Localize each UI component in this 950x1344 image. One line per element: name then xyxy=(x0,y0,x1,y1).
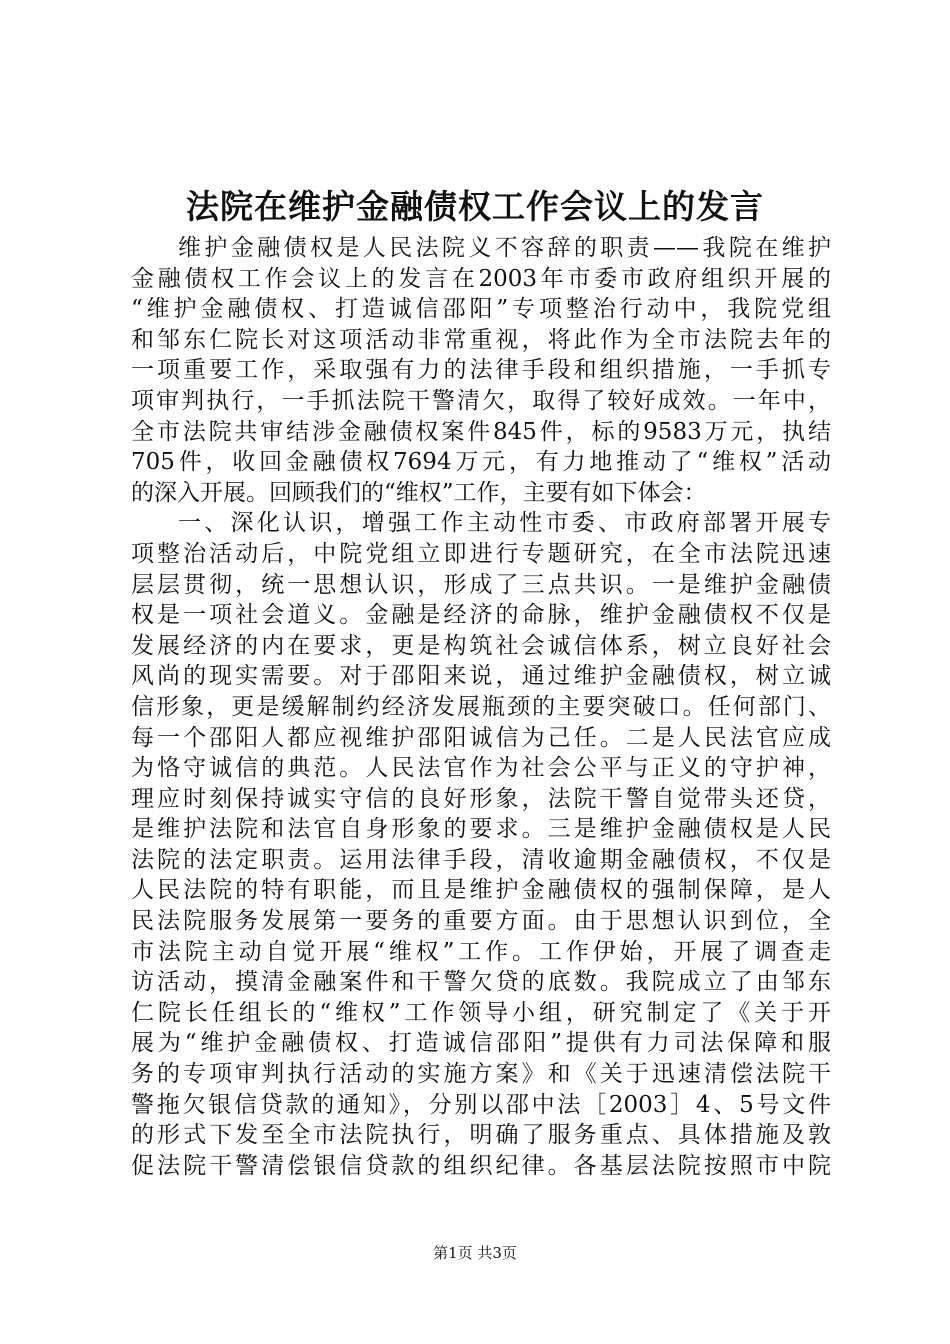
paragraph-line: 促法院干警清偿银信贷款的组织纪律。各基层法院按照市中院 xyxy=(131,1152,831,1179)
paragraph-line: 发展经济的内在要求，更是构筑社会诚信体系，树立良好社会 xyxy=(131,632,831,659)
paragraph-line: 的深入开展。回顾我们的“维权”工作，主要有如下体会： xyxy=(131,479,707,506)
page-number-footer: 第1页 共3页 xyxy=(433,1244,517,1262)
paragraph-line: 每一个邵阳人都应视维护邵阳诚信为己任。二是人民法官应成 xyxy=(131,724,831,751)
paragraph-line: 访活动，摸清金融案件和干警欠贷的底数。我院成立了由邹东 xyxy=(131,969,831,996)
paragraph-line: 仁院长任组长的“维权”工作领导小组，研究制定了《关于开 xyxy=(131,999,831,1026)
paragraph-line: 警拖欠银信贷款的通知》，分别以邵中法［2003］4、5号文件 xyxy=(131,1091,831,1118)
document-title: 法院在维护金融债权工作会议上的发言 xyxy=(186,187,764,226)
paragraph-line: 的形式下发至全市法院执行，明确了服务重点、具体措施及敦 xyxy=(131,1122,831,1149)
paragraph-line: 全市法院共审结涉金融债权案件845件，标的9583万元，执结 xyxy=(131,418,831,445)
paragraph-line: 市法院主动自觉开展“维权”工作。工作伊始，开展了调查走 xyxy=(131,938,831,965)
paragraph-line: 信形象，更是缓解制约经济发展瓶颈的主要突破口。任何部门、 xyxy=(131,693,831,720)
paragraph-line: 展为“维护金融债权、打造诚信邵阳”提供有力司法保障和服 xyxy=(131,1030,831,1057)
paragraph-line: 风尚的现实需要。对于邵阳来说，通过维护金融债权，树立诚 xyxy=(131,663,831,690)
paragraph-line: 一项重要工作，采取强有力的法律手段和组织措施，一手抓专 xyxy=(131,357,831,384)
paragraph-line: 维护金融债权是人民法院义不容辞的职责——我院在维护 xyxy=(178,235,831,261)
paragraph-line: 一、深化认识，增强工作主动性市委、市政府部署开展专 xyxy=(178,510,831,537)
paragraph-line: 权是一项社会道义。金融是经济的命脉，维护金融债权不仅是 xyxy=(131,602,831,629)
paragraph-line: 层层贯彻，统一思想认识，形成了三点共识。一是维护金融债 xyxy=(131,571,831,598)
paragraph-line: 法院的法定职责。运用法律手段，清收逾期金融债权，不仅是 xyxy=(131,846,831,873)
paragraph-line: “维护金融债权、打造诚信邵阳”专项整治行动中，我院党组 xyxy=(131,296,831,323)
document-body xyxy=(131,233,831,1181)
paragraph-line: 项整治活动后，中院党组立即进行专题研究，在全市法院迅速 xyxy=(131,540,831,567)
paragraph-line: 和邹东仁院长对这项活动非常重视，将此作为全市法院去年的 xyxy=(131,326,831,353)
paragraph-line: 理应时刻保持诚实守信的良好形象，法院干警自觉带头还贷， xyxy=(131,785,831,812)
paragraph-line: 为恪守诚信的典范。人民法官作为社会公平与正义的守护神， xyxy=(131,755,831,782)
paragraph-line: 人民法院的特有职能，而且是维护金融债权的强制保障，是人 xyxy=(131,877,831,904)
paragraph-line: 民法院服务发展第一要务的重要方面。由于思想认识到位，全 xyxy=(131,908,831,935)
paragraph-line: 项审判执行，一手抓法院干警清欠，取得了较好成效。一年中， xyxy=(131,387,831,414)
paragraph-line: 705件，收回金融债权7694万元，有力地推动了“维权”活动 xyxy=(131,449,831,476)
paragraph-line: 是维护法院和法官自身形象的要求。三是维护金融债权是人民 xyxy=(131,816,831,843)
paragraph-line: 务的专项审判执行活动的实施方案》和《关于迅速清偿法院干 xyxy=(131,1061,831,1088)
paragraph-line: 金融债权工作会议上的发言在2003年市委市政府组织开展的 xyxy=(131,265,831,292)
